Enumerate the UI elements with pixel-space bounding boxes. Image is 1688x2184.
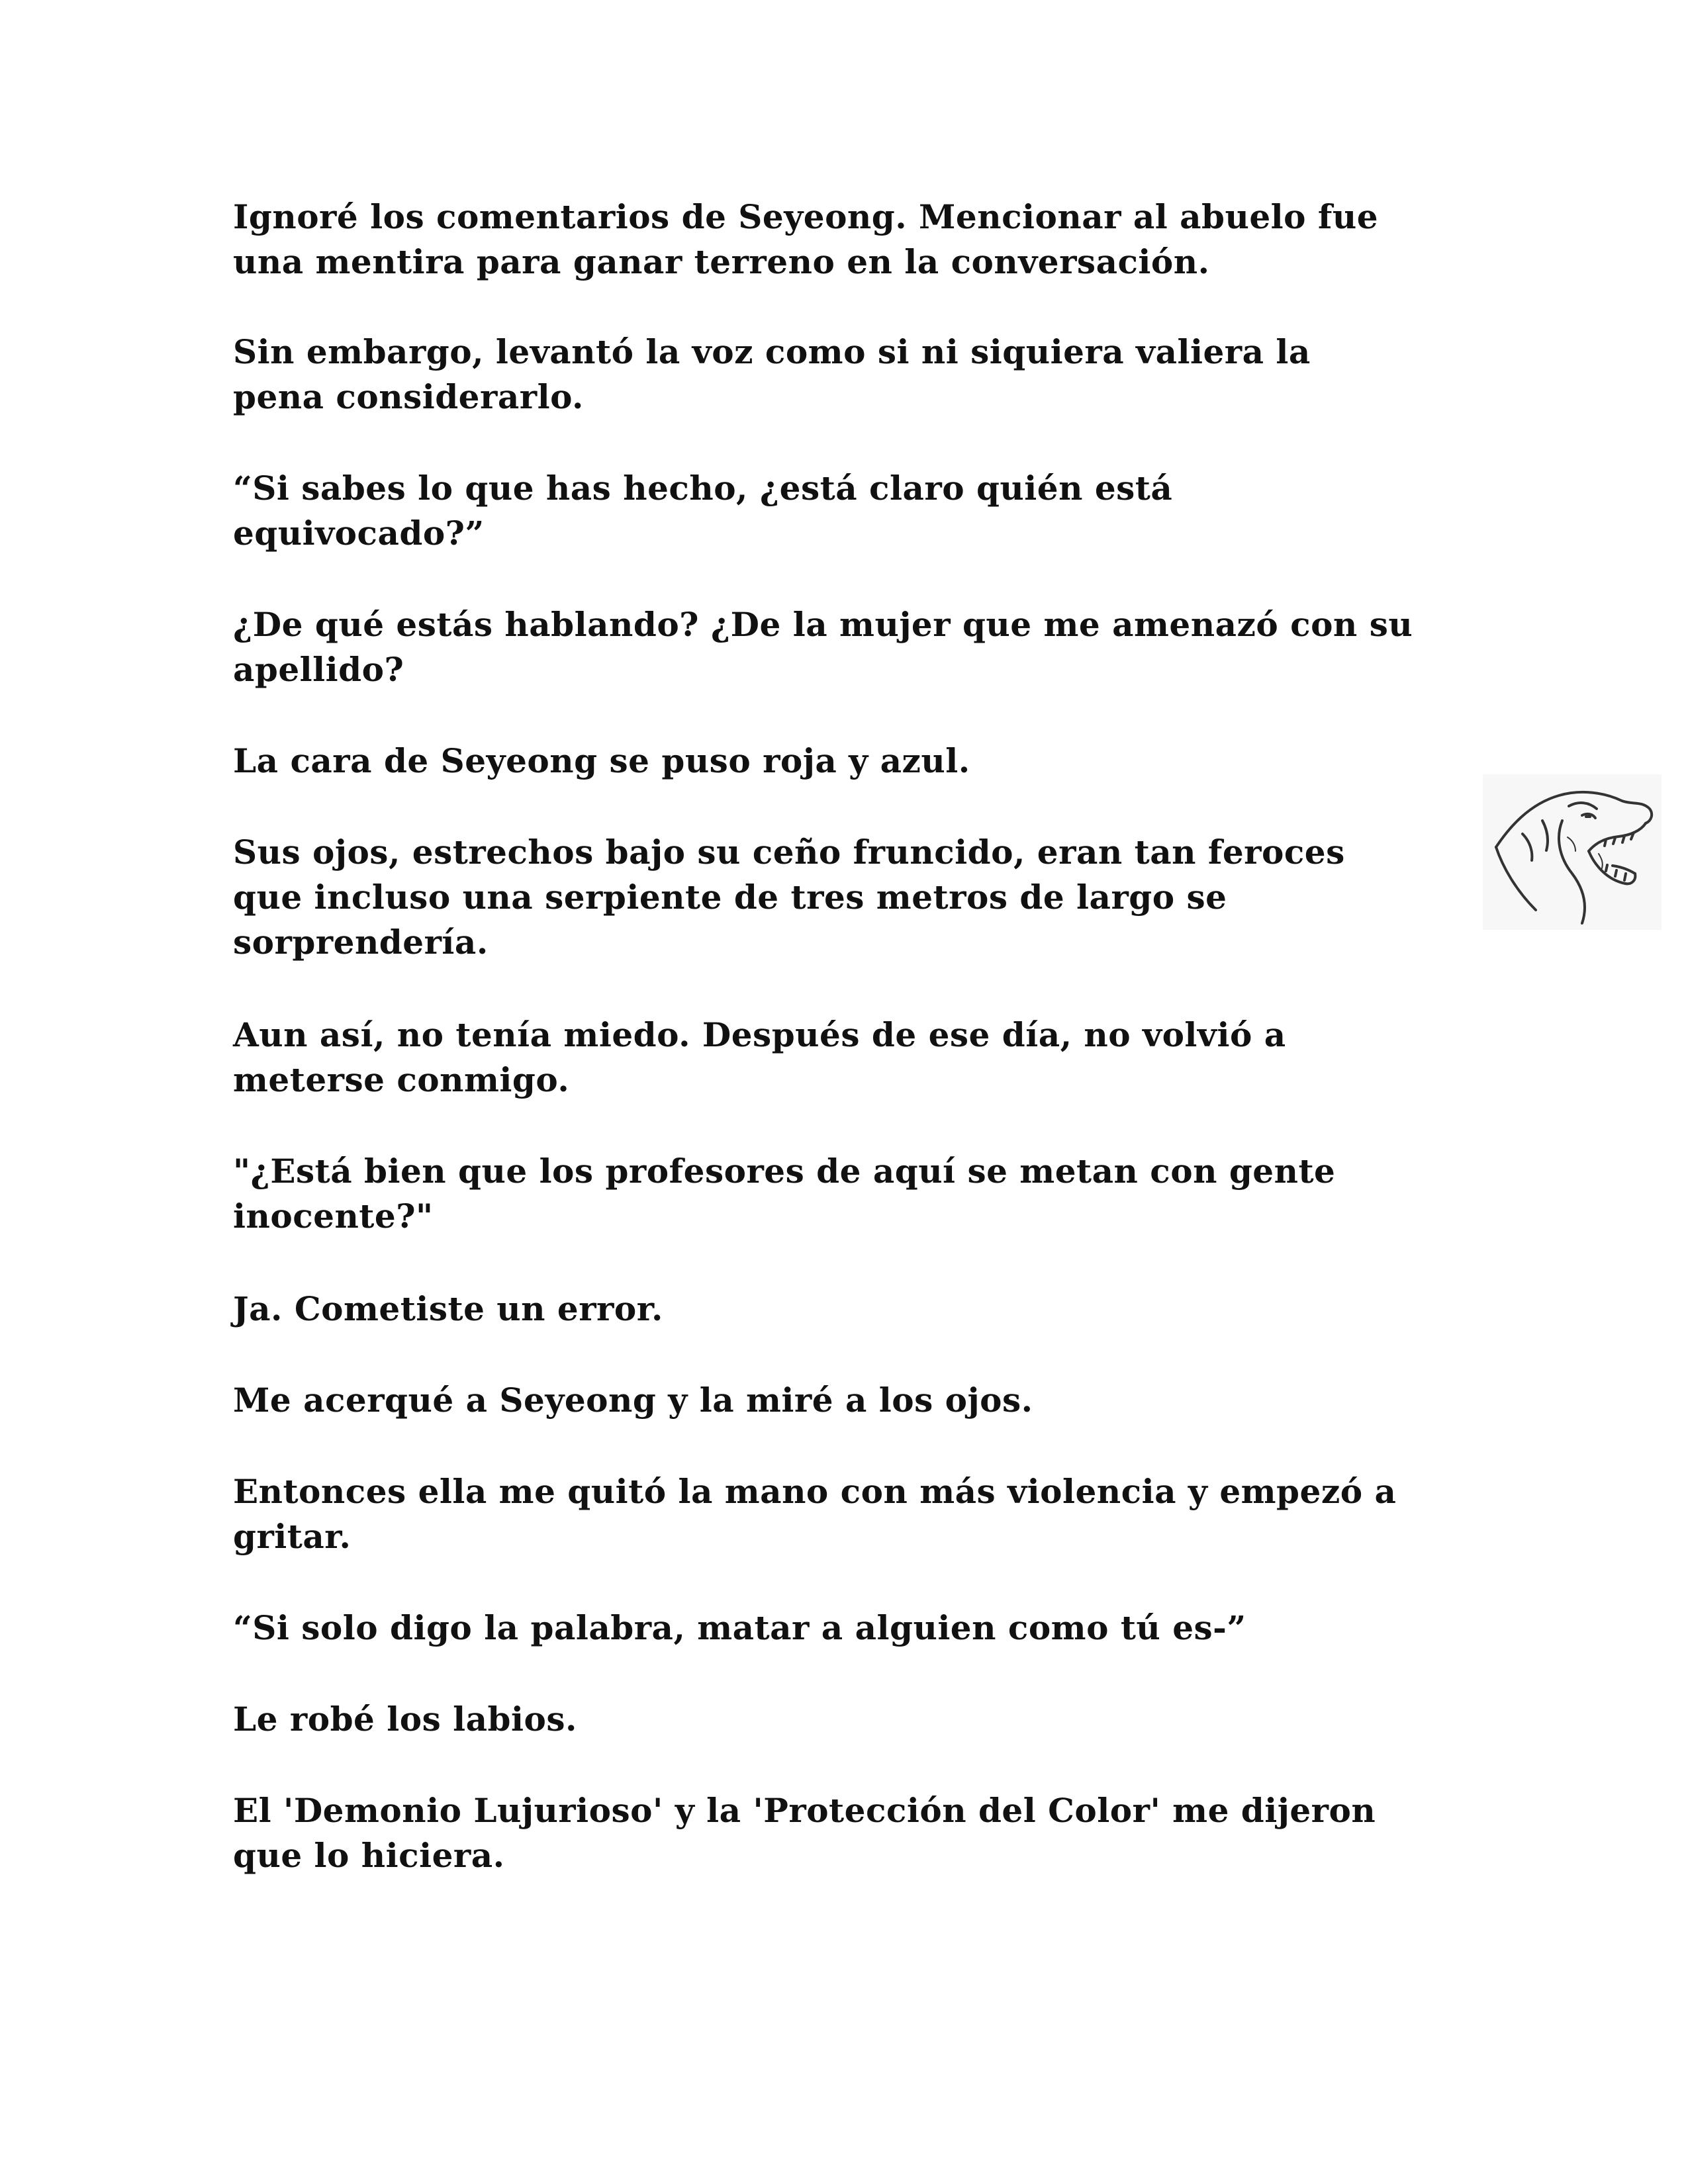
paragraph-14: El 'Demonio Lujurioso' y la 'Protección del Color' me dijeron que lo hiciera.	[233, 1791, 1376, 1875]
paragraph-4: ¿De qué estás hablando? ¿De la mujer que me amenazó con su apellido?	[233, 605, 1413, 689]
dinosaur-sketch-svg	[1483, 774, 1662, 930]
dinosaur-head-sketch-icon	[1483, 774, 1662, 930]
paragraph-7: Aun así, no tenía miedo. Después de ese día, no volvió a meterse conmigo.	[233, 1015, 1286, 1099]
paragraph-8: "¿Está bien que los profesores de aquí se metan con gente inocente?"	[233, 1152, 1336, 1236]
paragraph-3: “Si sabes lo que has hecho, ¿está claro quién está equivocado?”	[233, 469, 1173, 553]
paragraph-1: Ignoré los comentarios de Seyeong. Mencionar al abuelo fue una mentira para ganar terreno en la conversación.	[233, 197, 1379, 281]
paragraph-9: Ja. Cometiste un error.	[233, 1289, 663, 1328]
paragraph-10: Me acerqué a Seyeong y la miré a los ojos.	[233, 1381, 1033, 1420]
paragraph-6: Sus ojos, estrechos bajo su ceño fruncido, eran tan feroces que incluso una serpiente de tres metros de largo se sorprendería.	[233, 833, 1345, 962]
paragraph-2: Sin embargo, levantó la voz como si ni siquiera valiera la pena considerarlo.	[233, 332, 1311, 416]
paragraph-5: La cara de Seyeong se puso roja y azul.	[233, 741, 970, 780]
paragraph-12: “Si solo digo la palabra, matar a alguien como tú es-”	[233, 1608, 1246, 1647]
paragraph-11: Entonces ella me quitó la mano con más violencia y empezó a gritar.	[233, 1472, 1397, 1556]
paragraph-13: Le robé los labios.	[233, 1700, 577, 1739]
